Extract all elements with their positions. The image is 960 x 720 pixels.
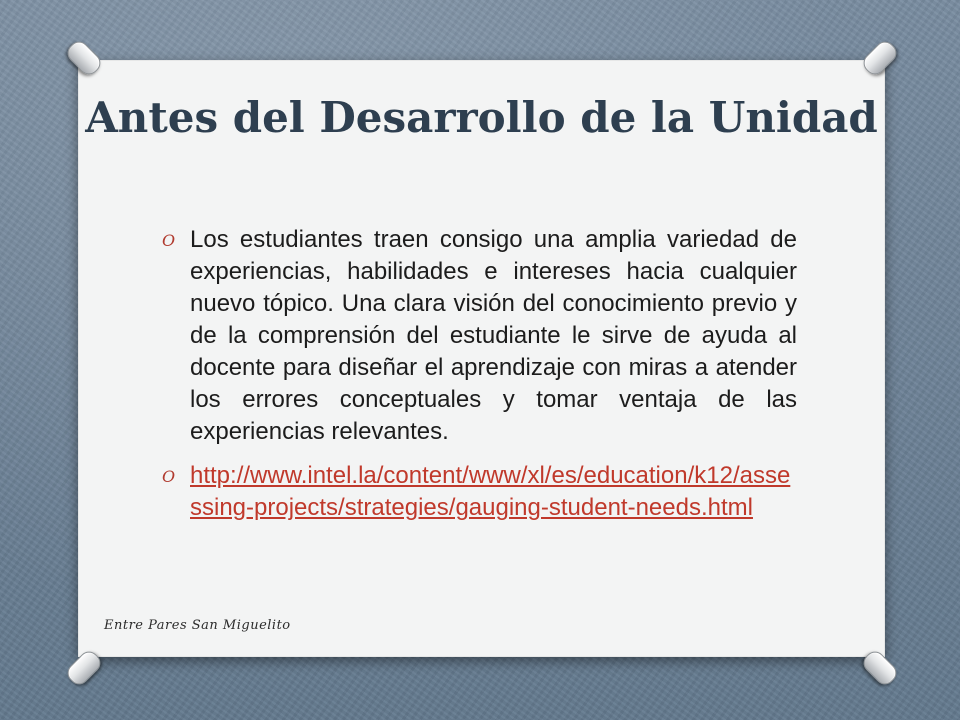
bullet-marker-icon: O [162, 231, 176, 250]
slide-title: Antes del Desarrollo de la Unidad [85, 93, 878, 142]
slide-body [162, 224, 797, 524]
reference-link[interactable]: http://www.intel.la/content/www/xl/es/education/k12/assessing-projects/strategies/gauging-student-needs.html [190, 462, 791, 521]
bullet-text: Los estudiantes traen consigo una amplia variedad de experiencias, habilidades e intereses hacia cualquier nuevo tópico. Una clara visión del conocimiento previo y de la comprensión del estudiante le sirve de ayuda al docente para diseñar el aprendizaje con miras a atender los errores conceptuales y tomar ventaja de las experiencias relevantes. [190, 226, 797, 445]
bullet-marker-icon: O [162, 467, 176, 486]
footer-signature: Entre Pares San Miguelito [104, 618, 291, 633]
bullet-item [162, 224, 797, 448]
bullet-item [162, 460, 797, 524]
